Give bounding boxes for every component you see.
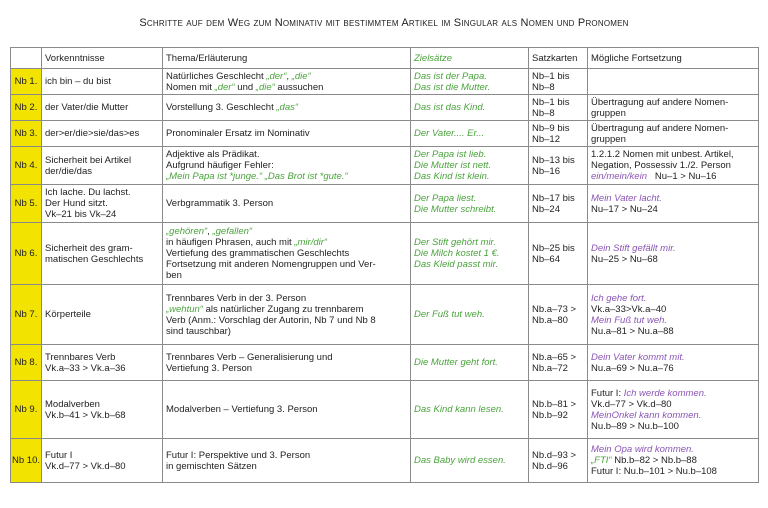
cell-line: Nb–1 bis: [532, 70, 570, 82]
fortsetzung-cell: [588, 285, 759, 345]
table-row: [11, 285, 759, 345]
cell-line: Der Papa liest.: [414, 192, 477, 204]
cell-line: [166, 71, 407, 82]
fortsetzung-cell: [588, 439, 759, 483]
cell-line: Pronominaler Ersatz im Nominativ: [166, 128, 310, 139]
header-row: [11, 48, 759, 69]
row-label: Nb 6.: [11, 223, 42, 285]
cell-line: [591, 388, 755, 399]
cell-line: ben: [166, 270, 182, 281]
cell-line: ich bin – du bist: [45, 76, 112, 87]
thema-cell: [163, 69, 411, 95]
highlight: „mir/dir“: [294, 237, 328, 248]
table-row: [11, 69, 759, 95]
cell-line: Aufgrund häufiger Fehler:: [166, 160, 274, 171]
header-fortsetzung: Mögliche Fortsetzung: [588, 48, 759, 69]
cell-line: Das ist der Papa.: [414, 70, 487, 82]
cell-line: Nu–17 > Nu–24: [591, 203, 658, 215]
thema-cell: [163, 95, 411, 121]
thema-cell: [163, 185, 411, 223]
zielsaetze-cell: [411, 147, 529, 185]
cell-line: [166, 171, 407, 182]
cell-line: Futur I: Perspektive und 3. Person: [166, 449, 311, 461]
cell-line: der>er/die>sie/das>es: [45, 128, 140, 139]
table-row: [11, 95, 759, 121]
cell-line: [166, 82, 407, 93]
vorkenntnisse-cell: [42, 223, 163, 285]
text: Vorstellung 3. Geschlecht: [166, 102, 277, 113]
cell-line: Nb–16: [532, 165, 560, 177]
satzkarten-cell: [529, 345, 588, 381]
text: als natürlicher Zugang zu trennbarem: [202, 303, 364, 315]
satzkarten-cell: [529, 185, 588, 223]
cell-line: Nb–25 bis: [532, 242, 575, 254]
cell-line: Trennbares Verb: [45, 351, 116, 363]
cell-line: Das Baby wird essen.: [414, 455, 506, 466]
text: Nb.b–82 > Nb.b–88: [611, 455, 697, 466]
highlight: „der“: [214, 81, 235, 93]
cell-line: Der Fuß tut weh.: [414, 309, 485, 320]
highlight: „FTI“: [591, 455, 612, 466]
cell-line: Vk.d–77 > Vk.d–80: [591, 398, 672, 410]
cell-line: Vertiefung 3. Person: [166, 362, 253, 374]
cell-line: Der Stift gehört mir.: [414, 237, 497, 248]
cell-line: Nu–25 > Nu–68: [591, 253, 658, 265]
cell-line: Nb–13 bis: [532, 154, 575, 166]
fortsetzung-cell: [588, 185, 759, 223]
text: ,: [207, 226, 213, 237]
text: in häufigen Phrasen, auch mit: [166, 237, 295, 248]
zielsaetze-cell: [411, 285, 529, 345]
row-label: Nb 9.: [11, 381, 42, 439]
row-label: Nb 2.: [11, 95, 42, 121]
highlight: „Mein Papa ist *junge.“: [166, 171, 263, 182]
overview-table: [10, 47, 759, 483]
satzkarten-cell: [529, 285, 588, 345]
cell-line: Nu.b–89 > Nu.b–100: [591, 420, 679, 432]
cell-line: Das Kind ist klein.: [414, 171, 490, 182]
highlight: „die“: [291, 70, 311, 82]
cell-line: Vk.a–33 > Vk.a–36: [45, 362, 126, 374]
cell-line: Der Papa ist lieb.: [414, 149, 487, 160]
cell-line: Nb.d–96: [532, 460, 568, 472]
satzkarten-cell: [529, 95, 588, 121]
highlight: ein/mein/kein: [591, 171, 647, 182]
cell-line: Nb.a–65 >: [532, 351, 577, 363]
cell-line: der/die/das: [45, 165, 93, 177]
satzkarten-cell: [529, 439, 588, 483]
table-row: [11, 223, 759, 285]
header-nb: [11, 48, 42, 69]
vorkenntnisse-cell: [42, 147, 163, 185]
cell-line: Das Kleid passt mir.: [414, 259, 499, 270]
satzkarten-cell: [529, 69, 588, 95]
zielsaetze-cell: [411, 95, 529, 121]
fortsetzung-cell: [588, 381, 759, 439]
zielsaetze-cell: [411, 121, 529, 147]
vorkenntnisse-cell: [42, 95, 163, 121]
text: Nomen mit: [166, 81, 215, 93]
cell-line: Ich lache. Du lachst.: [45, 187, 131, 198]
cell-line: der Vater/die Mutter: [45, 102, 129, 113]
cell-line: Vk.d–77 > Vk.d–80: [45, 460, 126, 472]
cell-line: Der Vater.... Er...: [414, 128, 485, 139]
cell-line: Nb.b–92: [532, 409, 568, 421]
cell-line: Dein Vater kommt mit.: [591, 351, 685, 363]
cell-line: Die Milch kostet 1 €.: [414, 248, 500, 259]
cell-line: Dein Stift gefällt mir.: [591, 242, 676, 254]
zielsaetze-cell: [411, 381, 529, 439]
cell-line: Nb–17 bis: [532, 192, 575, 204]
highlight: „Das Brot ist *gute.“: [264, 171, 348, 182]
text: Nu–1 > Nu–16: [654, 171, 717, 182]
fortsetzung-cell: [588, 95, 759, 121]
cell-line: Mein Opa wird kommen.: [591, 444, 694, 455]
vorkenntnisse-cell: [42, 121, 163, 147]
table-row: [11, 185, 759, 223]
cell-line: Übertragung auf andere Nomen-: [591, 96, 729, 108]
cell-line: in gemischten Sätzen: [166, 460, 257, 472]
header-thema: Thema/Erläuterung: [163, 48, 411, 69]
highlight: „das“: [276, 102, 299, 113]
header-vorkenntnisse: Vorkenntnisse: [42, 48, 163, 69]
cell-line: Sicherheit des gram-: [45, 242, 133, 254]
fortsetzung-cell: [588, 345, 759, 381]
cell-line: Ich gehe fort.: [591, 292, 647, 304]
page-title: Schritte auf dem Weg zum Nominativ mit bestimmtem Artikel im Singular als Nomen und Pronomen: [139, 17, 629, 29]
highlight: „gefallen“: [212, 226, 253, 237]
row-label: Nb 7.: [11, 285, 42, 345]
cell-line: Nb.a–73 >: [532, 303, 577, 315]
cell-line: Das ist die Mutter.: [414, 81, 491, 93]
vorkenntnisse-cell: [42, 381, 163, 439]
cell-line: Nb–24: [532, 203, 560, 215]
thema-cell: [163, 147, 411, 185]
cell-line: [591, 455, 755, 466]
cell-line: Körperteile: [45, 309, 91, 320]
zielsaetze-cell: [411, 185, 529, 223]
cell-line: Modalverben – Vertiefung 3. Person: [166, 404, 318, 415]
text: und: [234, 81, 256, 93]
cell-line: Nu.a–81 > Nu.a–88: [591, 325, 674, 337]
zielsaetze-cell: [411, 439, 529, 483]
row-label: Nb 3.: [11, 121, 42, 147]
cell-line: Nb–12: [532, 133, 560, 145]
cell-line: Nb–8: [532, 81, 555, 93]
highlight: „wehtun“: [166, 303, 203, 315]
cell-line: Der Hund sitzt.: [45, 198, 108, 209]
text: aussuchen: [274, 81, 324, 93]
table-row: [11, 121, 759, 147]
thema-cell: [163, 121, 411, 147]
cell-line: Futur I: Nu.b–101 > Nu.b–108: [591, 466, 717, 477]
cell-line: Trennbares Verb in der 3. Person: [166, 292, 307, 304]
fortsetzung-cell: [588, 223, 759, 285]
vorkenntnisse-cell: [42, 439, 163, 483]
cell-line: 1.2.1.2 Nomen mit unbest. Artikel,: [591, 149, 734, 160]
cell-line: Verbgrammatik 3. Person: [166, 198, 274, 209]
highlight: „gehören“: [166, 226, 208, 237]
table-row: [11, 439, 759, 483]
cell-line: Sicherheit bei Artikel: [45, 154, 132, 166]
satzkarten-cell: [529, 381, 588, 439]
table-row: [11, 345, 759, 381]
row-label: Nb 1.: [11, 69, 42, 95]
cell-line: Futur I: [45, 449, 73, 461]
cell-line: Das Kind kann lesen.: [414, 404, 504, 415]
cell-line: Die Mutter ist nett.: [414, 160, 492, 171]
text: ,: [286, 70, 292, 82]
cell-line: Nb–64: [532, 253, 560, 265]
cell-line: Nb–9 bis: [532, 122, 570, 134]
satzkarten-cell: [529, 223, 588, 285]
cell-line: Nb.d–93 >: [532, 449, 577, 461]
cell-line: Mein Fuß tut weh.: [591, 314, 668, 326]
zielsaetze-cell: [411, 345, 529, 381]
cell-line: [166, 237, 407, 248]
zielsaetze-cell: [411, 69, 529, 95]
fortsetzung-cell: [588, 121, 759, 147]
table-row: [11, 381, 759, 439]
cell-line: gruppen: [591, 107, 626, 119]
cell-line: Adjektive als Prädikat.: [166, 149, 260, 160]
cell-line: Modalverben: [45, 398, 100, 410]
header-zielsaetze: Zielsätze: [411, 48, 529, 69]
cell-line: Nb.b–81 >: [532, 398, 577, 410]
vorkenntnisse-cell: [42, 345, 163, 381]
cell-line: Fortsetzung mit anderen Nomengruppen und Ver-: [166, 259, 376, 270]
text: Natürliches Geschlecht: [166, 70, 267, 82]
satzkarten-cell: [529, 121, 588, 147]
cell-line: Vk.b–41 > Vk.b–68: [45, 409, 126, 421]
cell-line: Das ist das Kind.: [414, 102, 486, 113]
highlight: Ich werde kommen.: [623, 387, 707, 399]
cell-line: [591, 171, 755, 182]
row-label: Nb 5.: [11, 185, 42, 223]
cell-line: MeinOnkel kann kommen.: [591, 409, 702, 421]
cell-line: matischen Geschlechts: [45, 253, 144, 265]
cell-line: Vertiefung des grammatischen Geschlechts: [166, 248, 350, 259]
cell-line: Übertragung auf andere Nomen-: [591, 122, 729, 134]
highlight: „der“: [266, 70, 287, 82]
highlight: „die“: [255, 81, 275, 93]
table-row: [11, 147, 759, 185]
cell-line: [166, 304, 407, 315]
cell-line: Nb.a–72: [532, 362, 568, 374]
cell-line: Verb (Anm.: Vorschlag der Autorin, Nb 7 und Nb 8: [166, 314, 376, 326]
cell-line: Trennbares Verb – Generalisierung und: [166, 351, 333, 363]
fortsetzung-cell: [588, 147, 759, 185]
cell-line: sind tauschbar): [166, 325, 231, 337]
vorkenntnisse-cell: [42, 185, 163, 223]
header-satzkarten: Satzkarten: [529, 48, 588, 69]
cell-line: [166, 226, 407, 237]
cell-line: Vk–21 bis Vk–24: [45, 209, 117, 220]
text: Futur I:: [591, 387, 624, 399]
cell-line: Nu.a–69 > Nu.a–76: [591, 362, 674, 374]
vorkenntnisse-cell: [42, 69, 163, 95]
cell-line: gruppen: [591, 133, 626, 145]
cell-line: Nb–1 bis: [532, 96, 570, 108]
cell-line: Negation, Possessiv 1./2. Person: [591, 160, 731, 171]
fortsetzung-cell: [588, 69, 759, 95]
vorkenntnisse-cell: [42, 285, 163, 345]
row-label: Nb 8.: [11, 345, 42, 381]
thema-cell: [163, 345, 411, 381]
row-label: Nb 4.: [11, 147, 42, 185]
cell-line: Nb–8: [532, 107, 555, 119]
cell-line: Vk.a–33>Vk.a–40: [591, 303, 667, 315]
thema-cell: [163, 439, 411, 483]
thema-cell: [163, 285, 411, 345]
satzkarten-cell: [529, 147, 588, 185]
thema-cell: [163, 223, 411, 285]
cell-line: Die Mutter geht fort.: [414, 357, 498, 368]
zielsaetze-cell: [411, 223, 529, 285]
row-label: Nb 10.: [11, 439, 42, 483]
thema-cell: [163, 381, 411, 439]
cell-line: Nb.a–80: [532, 314, 568, 326]
cell-line: Die Mutter schreibt.: [414, 203, 497, 215]
cell-line: Mein Vater lacht.: [591, 192, 662, 204]
